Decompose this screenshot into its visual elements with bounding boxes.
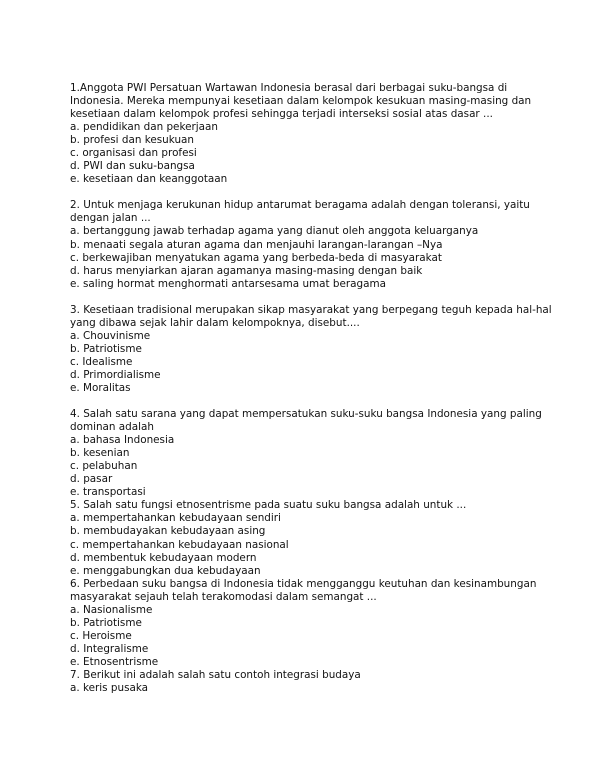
question-2-option-c: c. berkewajiban menyatukan agama yang berbeda-beda di masyarakat: [70, 251, 442, 264]
question-1-option-a: a. pendidikan dan pekerjaan: [70, 121, 218, 134]
question-list: [70, 82, 550, 695]
question-4-text-line-1: 4. Salah satu sarana yang dapat mempersatukan suku-suku bangsa Indonesia yang paling: [70, 408, 542, 421]
question-3-text-line-1: 3. Kesetiaan tradisional merupakan sikap masyarakat yang berpegang teguh kepada hal-hal: [70, 303, 552, 316]
question-4-option-b: b. kesenian: [70, 447, 130, 460]
question-2-text-line-1: 2. Untuk menjaga kerukunan hidup antarumat beragama adalah dengan toleransi, yaitu: [70, 199, 530, 212]
question-2-option-d: d. harus menyiarkan ajaran agamanya masing-masing dengan baik: [70, 264, 423, 277]
question-4-option-e: e. transportasi: [70, 486, 146, 499]
question-7: [70, 669, 550, 695]
question-5-text-line-1: 5. Salah satu fungsi etnosentrisme pada suatu suku bangsa adalah untuk ...: [70, 499, 467, 512]
question-3: [70, 304, 550, 395]
question-6-option-e: e. Etnosentrisme: [70, 655, 159, 668]
question-2: [70, 199, 550, 290]
question-6-text-line-1: 6. Perbedaan suku bangsa di Indonesia tidak mengganggu keutuhan dan kesinambungan: [70, 577, 537, 590]
question-6-text-line-2: masyarakat sejauh telah terakomodasi dalam semangat ...: [70, 590, 377, 603]
question-4-option-d: d. pasar: [70, 473, 113, 486]
question-1-text-line-3: kesetiaan dalam kelompok profesi sehingga terjadi interseksi sosial atas dasar ...: [70, 108, 493, 121]
question-6-option-c: c. Heroisme: [70, 629, 132, 642]
question-5-option-b: b. membudayakan kebudayaan asing: [70, 525, 266, 538]
question-1: [70, 82, 550, 186]
question-3-option-e: e. Moralitas: [70, 381, 131, 394]
question-2-text-line-2: dengan jalan ...: [70, 212, 151, 225]
question-2-option-a: a. bertanggung jawab terhadap agama yang dianut oleh anggota keluarganya: [70, 225, 479, 238]
question-3-option-a: a. Chouvinisme: [70, 329, 151, 342]
question-3-option-c: c. Idealisme: [70, 355, 133, 368]
question-5: [70, 499, 550, 577]
question-5-option-a: a. mempertahankan kebudayaan sendiri: [70, 512, 281, 525]
question-1-option-c: c. organisasi dan profesi: [70, 147, 197, 160]
question-4: [70, 408, 550, 499]
question-3-option-d: d. Primordialisme: [70, 368, 161, 381]
question-1-text-line-2: Indonesia. Mereka mempunyai kesetiaan dalam kelompok kesukuan masing-masing dan: [70, 95, 532, 108]
question-6-option-d: d. Integralisme: [70, 642, 149, 655]
question-4-option-c: c. pelabuhan: [70, 460, 138, 473]
question-4-option-a: a. bahasa Indonesia: [70, 434, 175, 447]
question-3-option-b: b. Patriotisme: [70, 342, 142, 355]
question-6-option-a: a. Nasionalisme: [70, 603, 153, 616]
question-2-option-e: e. saling hormat menghormati antarsesama umat beragama: [70, 277, 386, 290]
spacer: [70, 186, 550, 199]
spacer: [70, 291, 550, 304]
question-5-option-d: d. membentuk kebudayaan modern: [70, 551, 257, 564]
question-6: [70, 578, 550, 669]
question-1-option-e: e. kesetiaan dan keanggotaan: [70, 173, 228, 186]
question-3-text-line-2: yang dibawa sejak lahir dalam kelompoknya, disebut....: [70, 316, 360, 329]
spacer: [70, 395, 550, 408]
question-7-option-a: a. keris pusaka: [70, 682, 149, 695]
question-4-text-line-2: dominan adalah: [70, 421, 154, 434]
question-2-option-b: b. menaati segala aturan agama dan menjauhi larangan-larangan –Nya: [70, 238, 443, 251]
question-1-option-b: b. profesi dan kesukuan: [70, 134, 194, 147]
question-5-option-e: e. menggabungkan dua kebudayaan: [70, 564, 261, 577]
question-7-text-line-1: 7. Berikut ini adalah salah satu contoh integrasi budaya: [70, 668, 361, 681]
question-1-text-line-1: 1.Anggota PWI Persatuan Wartawan Indonesia berasal dari berbagai suku-bangsa di: [70, 82, 508, 94]
question-6-option-b: b. Patriotisme: [70, 616, 142, 629]
question-1-option-d: d. PWI dan suku-bangsa: [70, 160, 195, 173]
question-5-option-c: c. mempertahankan kebudayaan nasional: [70, 538, 289, 551]
